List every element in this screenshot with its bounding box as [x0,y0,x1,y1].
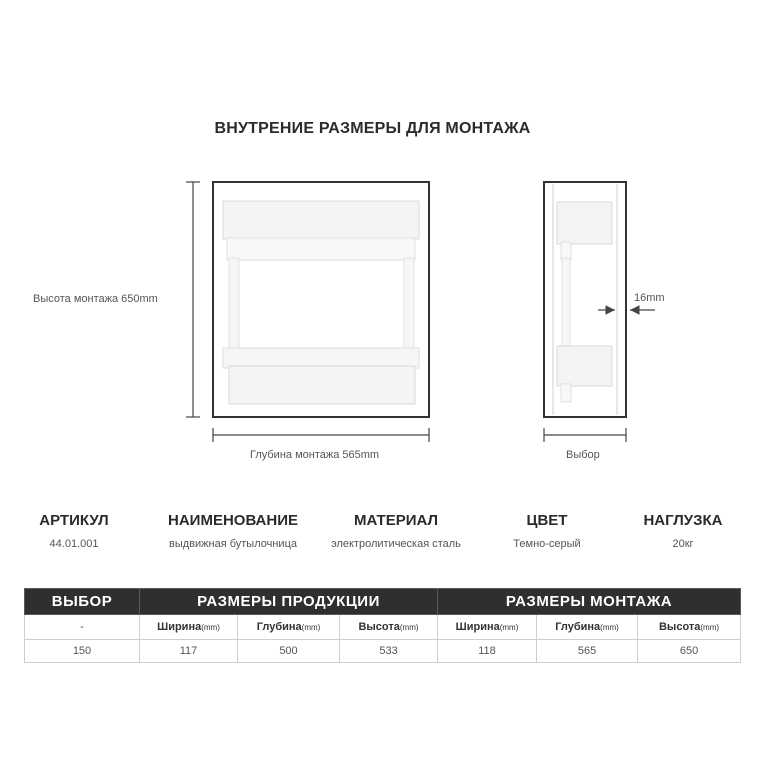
spec-header-color: ЦВЕТ [526,512,568,529]
subheader-mount-depth: Глубина(mm) [537,615,638,640]
spec-header-article: АРТИКУЛ [39,512,109,529]
spec-value-name: выдвижная бутылочница [168,538,297,550]
cell-product-depth: 500 [238,640,340,663]
cell-mount-depth: 565 [537,640,638,663]
cell-selection: 150 [25,640,140,663]
selection-dimension [544,428,626,442]
subheader-mount-height: Высота(mm) [638,615,741,640]
height-label: Высота монтажа 650mm [33,293,158,305]
table-subheader-row [25,615,741,640]
spec-header-material: МАТЕРИАЛ [353,512,439,529]
page-title: ВНУТРЕНИЕ РАЗМЕРЫ ДЛЯ МОНТАЖА [214,120,531,137]
table-header-row [25,589,741,615]
selection-label: Выбор [566,449,600,461]
subheader-mount-width: Ширина(mm) [438,615,537,640]
gap-label: 16mm [634,292,665,304]
cell-mount-width: 118 [438,640,537,663]
depth-dimension [213,428,429,442]
subheader-product-depth: Глубина(mm) [238,615,340,640]
spec-value-article: 44.01.001 [49,538,99,550]
spec-header-load: НАГЛУЗКА [643,512,723,529]
spec-header-name: НАИМЕНОВАНИЕ [168,512,298,529]
front-view [213,182,429,417]
height-dimension [186,182,200,417]
spec-value-load: 20кг [672,538,694,550]
spec-value-material: электролитическая сталь [331,538,461,550]
header-product-dimensions: РАЗМЕРЫ ПРОДУКЦИИ [140,589,438,615]
cell-product-width: 117 [140,640,238,663]
header-mount-dimensions: РАЗМЕРЫ МОНТАЖА [438,589,741,615]
header-selection: ВЫБОР [25,589,140,615]
subheader-selection-dash: - [25,615,140,640]
table-row [25,640,741,663]
spec-value-color: Темно-серый [513,538,581,550]
cell-product-height: 533 [340,640,438,663]
dimensions-table [24,588,741,663]
cell-mount-height: 650 [638,640,741,663]
depth-label: Глубина монтажа 565mm [250,449,380,461]
side-view [544,182,626,417]
subheader-product-height: Высота(mm) [340,615,438,640]
subheader-product-width: Ширина(mm) [140,615,238,640]
